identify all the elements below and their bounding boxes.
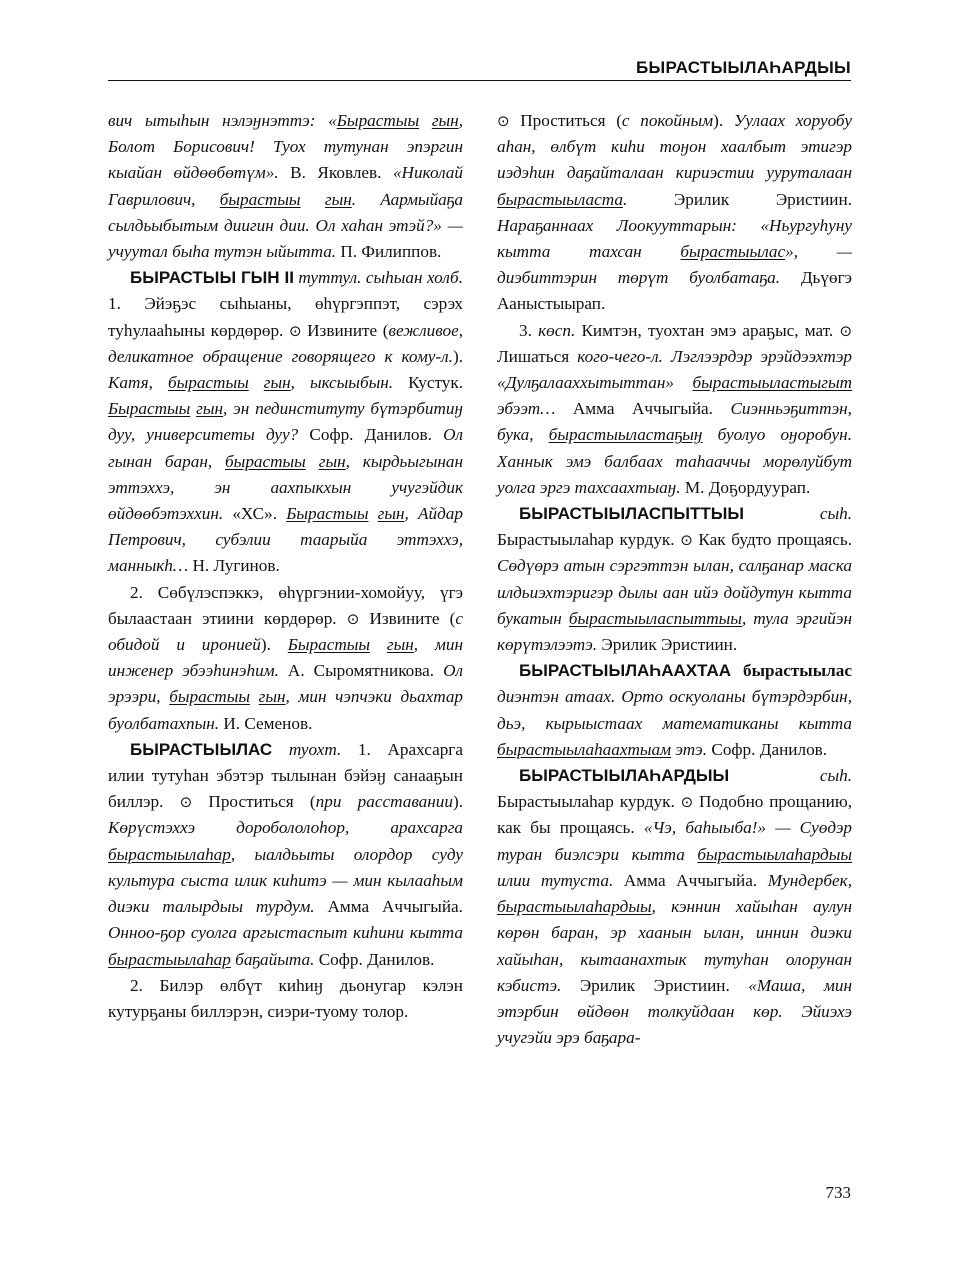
text-run: М. Доҕордуурап. <box>684 477 811 497</box>
example-text: Ол эрээри, <box>108 661 463 707</box>
running-header: БЫРАСТЫЫЛАҺАРДЫЫ <box>636 58 851 77</box>
dictionary-entry <box>108 737 463 973</box>
text-run: 2. Билэр өлбүт киһиӈ дьонугар кэлэн кутурҕаны биллэрэн, сиэри-туому толор. <box>108 975 463 1021</box>
example-text: , тула эргийэн көрүтэлээтэ. <box>497 608 852 655</box>
example-text: көсп. <box>538 320 582 340</box>
highlighted-form: гын <box>318 451 346 471</box>
entry-text <box>497 108 852 318</box>
text-run: 2. Сөбүлэспэккэ, өһүргэнии-хомойуу, үгэ былаастаан этиини көрдөрөр. <box>108 582 463 628</box>
example-text: , ыалдьыты олордор суду культура сыста илик киһитэ — мин кылааһым диэки талырдыы турдум. <box>108 844 463 917</box>
russian-equivalent-icon: ⊙ <box>346 609 360 628</box>
text-run: «ХС». <box>232 504 287 524</box>
highlighted-form: Бырастыы <box>108 399 191 419</box>
text-run: 3. <box>519 320 539 340</box>
highlighted-form: Бырастыы <box>336 111 420 130</box>
russian-equivalent-icon: ⊙ <box>179 793 193 812</box>
example-text: , ыксыыбын. <box>290 373 409 393</box>
text-run: ). <box>260 635 288 655</box>
example-text: баҕайыта. <box>230 949 319 969</box>
entry-sense <box>108 580 463 737</box>
highlighted-form: гын <box>386 635 414 655</box>
left-column <box>108 108 463 1025</box>
example-text: с покойным <box>621 111 714 130</box>
text-run: Кимтэн, туохтан эмэ араҕыс, мат. <box>581 320 840 340</box>
highlighted-form: бырастыылаһардыы <box>497 897 652 917</box>
highlighted-form: бырастыы <box>219 189 301 209</box>
text-run: Извините ( <box>301 320 389 340</box>
example-text: Лэглээрдэр эрэйдээхтэр « <box>497 346 852 393</box>
text-run: Амма Аччыгыйа. <box>572 399 731 419</box>
text-run: ). <box>452 792 463 812</box>
text-run: Эрилик Эристиин. <box>579 975 749 995</box>
dictionary-entry <box>497 501 852 658</box>
example-text: , кэннин хайыһан аулун көрөн баран, эр хаанын ылан, иннин диэки хайыһан, кытаанахтык тутуһан олорунан кэбистэ. <box>497 897 852 995</box>
entry-text <box>108 108 463 265</box>
dictionary-entry <box>497 658 852 763</box>
entry-sense <box>497 318 852 501</box>
example-text: «Николай Гаврилович, <box>108 163 463 209</box>
highlighted-form: бырастыы <box>225 451 306 471</box>
text-run: Бырастыылаһар курдук. <box>497 792 681 812</box>
dictionary-entry <box>497 763 852 1051</box>
highlighted-form: гын <box>196 399 224 419</box>
headword: БЫРАСТЫЫЛАСПЫТТЫЫ <box>519 504 745 524</box>
page-number: 733 <box>825 1183 851 1202</box>
text-run: Амма Аччыгыйа. <box>623 870 768 890</box>
highlighted-form: бырастыылаһар <box>108 844 231 864</box>
text-run: Извините ( <box>359 608 456 628</box>
highlighted-form: гын <box>258 687 286 707</box>
russian-equivalent-icon: ⊙ <box>680 793 694 812</box>
example-text <box>370 635 387 654</box>
example-text: эбээт… <box>497 399 573 419</box>
headword: БЫРАСТЫЫЛАҺАРДЫЫ <box>519 766 730 786</box>
example-text: кого-чего-л. <box>577 346 671 366</box>
example-text <box>249 373 264 392</box>
example-text: с обидой и иронией <box>108 608 463 655</box>
example-text: этэ. <box>671 739 712 759</box>
highlighted-form: бырастыылаһардыы <box>697 844 852 864</box>
example-text: диэнтэн атаах. Орто оскуоланы бүтэрдэрбин, дьэ, кырыыстаах математиканы кытта <box>497 687 852 733</box>
example-text: Көрүстэххэ доробололоһор, арахсарга <box>108 818 463 838</box>
text-run: Подобно прощанию, как бы прощаясь. <box>497 792 853 838</box>
example-text: , кырдьыгынан эттэххэ, эн аахпыкхын учугэйдик өйдөөбэтэххин. <box>108 451 463 524</box>
example-text: », — диэбиттэрин төрүт буолбатаҕа. <box>497 242 852 288</box>
example-text: сыһ. <box>729 766 852 786</box>
example-text: Онноо-ҕор суолга аргыстаспыт киһини кытта <box>108 923 463 943</box>
example-text: Сөдүөрэ атын сэргэттэн ылан, салҕанар маска илдьиэхтэригэр дылы аан ийэ дойдутун кытта букатын <box>497 556 852 628</box>
example-text: , Айдар Петрович, субэлии таарыйа эттэххэ, манныкh… <box>108 504 463 576</box>
example-text <box>369 504 378 523</box>
highlighted-form: бырастыыластаҕыӈ <box>548 425 703 445</box>
headword: БЫРАСТЫЫ ГЫН II <box>130 268 294 288</box>
russian-equivalent-icon: ⊙ <box>497 112 510 130</box>
text-run: ). <box>713 111 734 130</box>
text-run: Эрилик Эристиин. <box>673 189 853 209</box>
example-text: Мундербек, <box>767 870 852 890</box>
text-run: Лишаться <box>497 346 578 366</box>
headword: БЫРАСТЫЫЛАҺААХТАА <box>519 661 731 681</box>
header-rule <box>108 80 851 81</box>
example-text: Ол гынан баран, <box>108 425 463 471</box>
text-run: Бырастыылаһар курдук. <box>497 530 681 550</box>
text-run: 1. Арахсарга илии тутуһан эбэтэр тылынан бэйэӈ санааҕын биллэр. <box>108 739 463 812</box>
highlighted-form: Бырастыы <box>287 635 371 655</box>
text-run: Софр. Данилов. <box>711 739 828 759</box>
highlighted-form: гын <box>377 504 405 524</box>
example-text: , мин инженер эбээһинэһим. <box>108 635 463 681</box>
text-run: Эрилик Эристиин. <box>601 635 738 655</box>
highlighted-form: бырастыылаһар <box>108 949 231 969</box>
highlighted-form: бырастыылаһаахтыам <box>497 739 672 759</box>
example-text: вич ытыһын нэлэӈнэттэ: « <box>108 111 337 130</box>
headword-reference: бырастыылас <box>731 661 852 681</box>
example-text: «Чэ, баһыыба!» — Суөдэр туран биэлсэри кытта <box>497 818 852 864</box>
example-text: , мин чэпчэки дьахтар буолбатахпын. <box>108 687 464 733</box>
text-run: Амма Аччыгыйа. <box>327 897 463 917</box>
example-text: , Болот Борисович! Туох тутунан эпэргин кыайан өйдөөбөтүм». <box>108 111 463 183</box>
example-text: туохт. <box>272 739 358 759</box>
example-text: , эн пединституту бүтэрбитиӈ дуу, университеты дуу? <box>108 399 463 445</box>
right-column <box>497 108 852 1051</box>
text-run: Как будто прощаясь. <box>692 530 853 550</box>
highlighted-form: гын <box>431 111 459 130</box>
example-text: сыһ. <box>744 504 852 524</box>
example-text: Уулаах хоруобу аһан, өлбүт киһи тоӈон хаалбыт этигэр иэдэһин даҕайталаан кириэстии ууруталаан <box>497 111 852 183</box>
highlighted-form: бырастыы <box>167 373 249 393</box>
example-text: Сиэнньэҕиттэн, бука, <box>497 399 852 445</box>
entry-sense <box>108 973 463 1025</box>
highlighted-form: бырастыыласта <box>497 189 623 209</box>
example-text: буолуо оӈоробун. Ханнык эмэ балбаах таһааччы морөлуйбут уолга эргэ тахсаахтыаӈ. <box>497 425 852 497</box>
headword: БЫРАСТЫЫЛАС <box>130 739 273 759</box>
highlighted-form: гын <box>263 373 291 393</box>
text-run: Софр. Данилов. <box>318 949 435 969</box>
dictionary-entry <box>108 265 463 579</box>
text-run: Проститься ( <box>509 111 622 130</box>
text-run: П. Филиппов. <box>340 242 442 262</box>
highlighted-form: бырастыыластыгыт <box>692 373 852 393</box>
highlighted-form: Бырастыы <box>286 504 369 524</box>
example-text: . <box>622 189 674 209</box>
text-run: Кустук. <box>408 373 464 393</box>
example-text: «Маша, мин этэрбин өйдөөн толкуйдаан көр. Эйиэхэ учугэйи эрэ баҕара- <box>497 975 853 1048</box>
text-run: В. Яковлев. <box>290 163 393 183</box>
example-text: вежливое, деликатное обращение говорящего к кому-л. <box>108 320 463 366</box>
example-text: туттул. сыһыан холб. <box>293 268 463 288</box>
example-text <box>306 452 319 471</box>
highlighted-form: бырастыы <box>169 687 250 707</box>
text-run: Софр. Данилов. <box>309 425 444 445</box>
example-text: илии тутуста. <box>497 870 624 890</box>
russian-equivalent-icon: ⊙ <box>839 321 853 340</box>
example-text: . Аармыйаҕа сылдьыбытым диигин дии. Ол хаһан этэй?» — учуутал быһа тутэн ыйытта. <box>108 189 463 262</box>
text-run: Проститься ( <box>192 792 316 812</box>
highlighted-form: гын <box>324 189 352 209</box>
highlighted-form: бырастыыласпыттыы <box>568 608 742 628</box>
russian-equivalent-icon: ⊙ <box>680 531 693 550</box>
text-run: Дьүөгэ Ааныстыырап. <box>497 268 852 314</box>
text-run: 1. Эйэҕэс сыһыаны, өһүргэппэт, сэрэх туһулааһыны көрдөрөр. <box>108 294 463 340</box>
text-run: ). <box>452 346 463 366</box>
example-text <box>419 111 432 130</box>
example-text: Нараҕаннаах Лоокууттарын: «Ньургуһуну кытта тахсан <box>497 215 852 262</box>
example-text: Катя, <box>108 373 168 393</box>
text-run: А. Сыромятникова. <box>287 661 444 681</box>
example-text <box>301 190 325 209</box>
russian-equivalent-icon: ⊙ <box>288 321 302 340</box>
example-text: » <box>665 373 693 393</box>
example-text: Дулҕалааххытыттан <box>505 373 666 393</box>
example-text <box>250 687 259 706</box>
highlighted-form: бырастыылас <box>680 242 786 262</box>
text-run: Н. Лугинов. <box>192 556 280 576</box>
example-text: при расставании <box>315 792 453 812</box>
text-run: И. Семенов. <box>223 713 313 733</box>
